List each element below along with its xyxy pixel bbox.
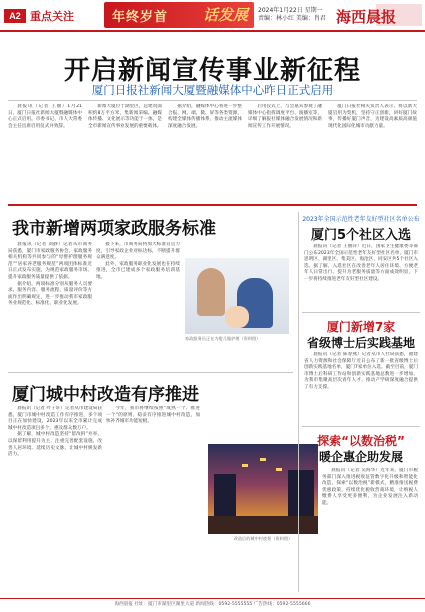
story2-column-1 <box>8 242 92 360</box>
story6-body <box>322 468 418 592</box>
photo-crowd <box>208 516 318 534</box>
divider <box>8 372 293 373</box>
story2-column-2 <box>96 242 180 360</box>
column-divider <box>298 212 299 592</box>
header-decoration <box>376 4 422 26</box>
story4-paragraph: 晨报讯（记者 王丽萍）近日，国家卫生健康委等部门公布2023年全国示范性老年友好型社区名单，厦门市思明区、湖里区、集美区、海沧区、同安区共5个社区入选。据了解，入选社区在改善老年人居住环境、方便老年人日常出行、提升为老服务质量等方面成效明显，下一步将持续推进老年友好型社区建设。 <box>304 244 418 282</box>
photo-lantern <box>260 458 266 461</box>
story3-photo-caption: 改造后的城中村夜景（资料图） <box>233 536 293 541</box>
banner-text: 年终岁首 <box>112 10 169 25</box>
section-label: 重点关注 <box>30 11 74 23</box>
header-banner <box>104 2 254 28</box>
lead-column-5 <box>328 104 417 196</box>
story5-paragraph: 晨报讯（记者 陈春燕）记者从市人社局获悉，福建省人力资源和社会保障厅近日公布了新一批省级博士后创新实践基地名单，厦门7家单位入选。截至目前，厦门市博士后科研工作站和创新实践基地总数进一步增加，为我市集聚高层次青年人才、推动产学研深度融合提供了有力支撑。 <box>304 352 418 390</box>
divider <box>8 100 417 101</box>
story2-photo <box>185 258 289 334</box>
divider <box>302 312 420 313</box>
lead-column-1 <box>8 104 82 196</box>
issue-date <box>258 7 326 23</box>
story4-headline: 厦门5个社区入选 <box>310 228 412 243</box>
lead-paragraph: 据介绍，融媒体中心将进一步整合报、网、端、微、屏等各类资源，构建全媒体传播体系，推动主流媒体深度融合发展。 <box>168 104 242 129</box>
story2-paragraph: 据介绍，两项标准分别从服务人员要求、服务内容、服务流程、质量评价等方面作出明确规定，进一步推动我市家政服务业规范化、标准化、职业化发展。 <box>8 281 92 307</box>
masthead <box>0 0 425 33</box>
story6-headline-1: 探索“以数治税” <box>317 434 405 448</box>
story3-paragraph: 晨报讯（记者 叶子轩）记者从市建设局获悉，厦门市城中村改造工作有序推进，多个项目正在加快建设，2023年以来全市累计完成城中村改造项目多个，惠及群众数万户。 <box>8 406 102 431</box>
lead-paragraph: 启用仪式上，与会嘉宾参观了融媒体中心指挥调度平台、演播室等，详细了解报社媒体融合发展情况和新闻宣传工作开展情况。 <box>248 104 322 129</box>
lead-paragraph: 新闻大厦位于湖里区，总建筑面积约8万平方米，集新闻采编、融媒体传播、文化展示等功能于一体，是全市新闻宣传事业发展的重要载体。 <box>88 104 162 129</box>
story3-headline: 厦门城中村改造有序推进 <box>12 385 199 405</box>
lead-column-3 <box>168 104 242 196</box>
editors-line: 责编：林小红 美编：肖君 <box>258 15 326 22</box>
story2-paragraph: 接下来，市商务局将加大标准宣贯力度，引导家政企业对标达标，不断提升群众满意度。 <box>96 242 180 261</box>
issue-date-line: 2024年1月22日 星期一 <box>258 7 323 14</box>
photo-lantern <box>276 468 282 471</box>
banner-script: 话发展 <box>202 6 248 24</box>
story5-body <box>304 352 418 422</box>
story3-paragraph: 今年，我市将继续按照“成熟一个、推进一个”的原则，稳妥有序推进城中村改造，加快补齐城市功能短板。 <box>106 406 200 425</box>
divider <box>8 204 417 206</box>
photo-lantern <box>242 464 248 467</box>
story6-paragraph: 晨报讯（记者 吴海华）近年来，厦门市税务部门深入推进税收征管数字化升级和智能化改造，探索“以数治税”新模式，精准推送税费优惠政策，持续优化税收营商环境，让纳税人缴费人享受更多便利，为企业发展注入新动能。 <box>322 468 418 506</box>
lead-paragraph: 晨报讯（记者 王丽）1月21日，厦门日报社新闻大厦暨融媒体中心正式启用。市委书记、市人大常委会主任出席启用仪式并致辞。 <box>8 104 82 129</box>
story5-headline-2: 省级博士后实践基地 <box>306 336 415 350</box>
lead-subheadline: 厦门日报社新闻大厦暨融媒体中心昨日正式启用 <box>91 83 334 97</box>
lead-paragraph: 厦门日报社相关负责人表示，将以新大厦启用为契机，坚持守正创新，讲好厦门故事，传播好厦门声音，为建设高素质高颜值现代化国际化城市贡献力量。 <box>328 104 417 129</box>
lead-headline: 开启新闻宣传事业新征程 <box>63 56 361 86</box>
story4-body <box>304 244 418 306</box>
lead-column-4 <box>248 104 322 196</box>
story2-paragraph: 此外，家政服务职业化发展也在持续推进，全市已建成多个家政服务培训基地。 <box>96 261 180 280</box>
story2-paragraph: 晨报讯（记者 刘静）记者从市商务局获悉，厦门市家政服务协会、家政服务相关机构等共同参与的“母婴护理服务规范”“居家养老服务规范”两项团体标准近日正式发布实施，为规范家政服务市场、提升家政服务质量提供了依据。 <box>8 242 92 280</box>
story2-photo-caption: 家政服务员正在为婴儿做护理（资料图） <box>185 336 261 341</box>
story3-column-2 <box>106 406 200 594</box>
photo-figure <box>197 268 225 316</box>
story2-headline: 我市新增两项家政服务标准 <box>12 219 216 239</box>
story4-kicker: 2023年全国示范性老年友好型社区名单公布 <box>302 216 420 223</box>
newspaper-logo: 海西晨报 <box>336 8 397 26</box>
page-footer: 海西晨报 社址：厦门市湖里区湖里大道 新闻热线：0592-5555555 广告热线：0592-5555666 <box>0 598 425 612</box>
story3-paragraph: 据了解，城中村改造坚持“留改拆”并举，以保留利用提升为主，注重完善配套设施、改善人居环境、延续历史文脉，让城中村焕发新活力。 <box>8 432 102 458</box>
story3-column-1 <box>8 406 102 594</box>
story6-headline-2: 暖企惠企助发展 <box>318 450 403 464</box>
lead-column-2 <box>88 104 162 196</box>
divider <box>302 426 420 427</box>
photo-figure <box>225 306 249 328</box>
page-number: A2 <box>4 9 26 23</box>
story5-headline-1: 厦门新增7家 <box>326 320 396 334</box>
